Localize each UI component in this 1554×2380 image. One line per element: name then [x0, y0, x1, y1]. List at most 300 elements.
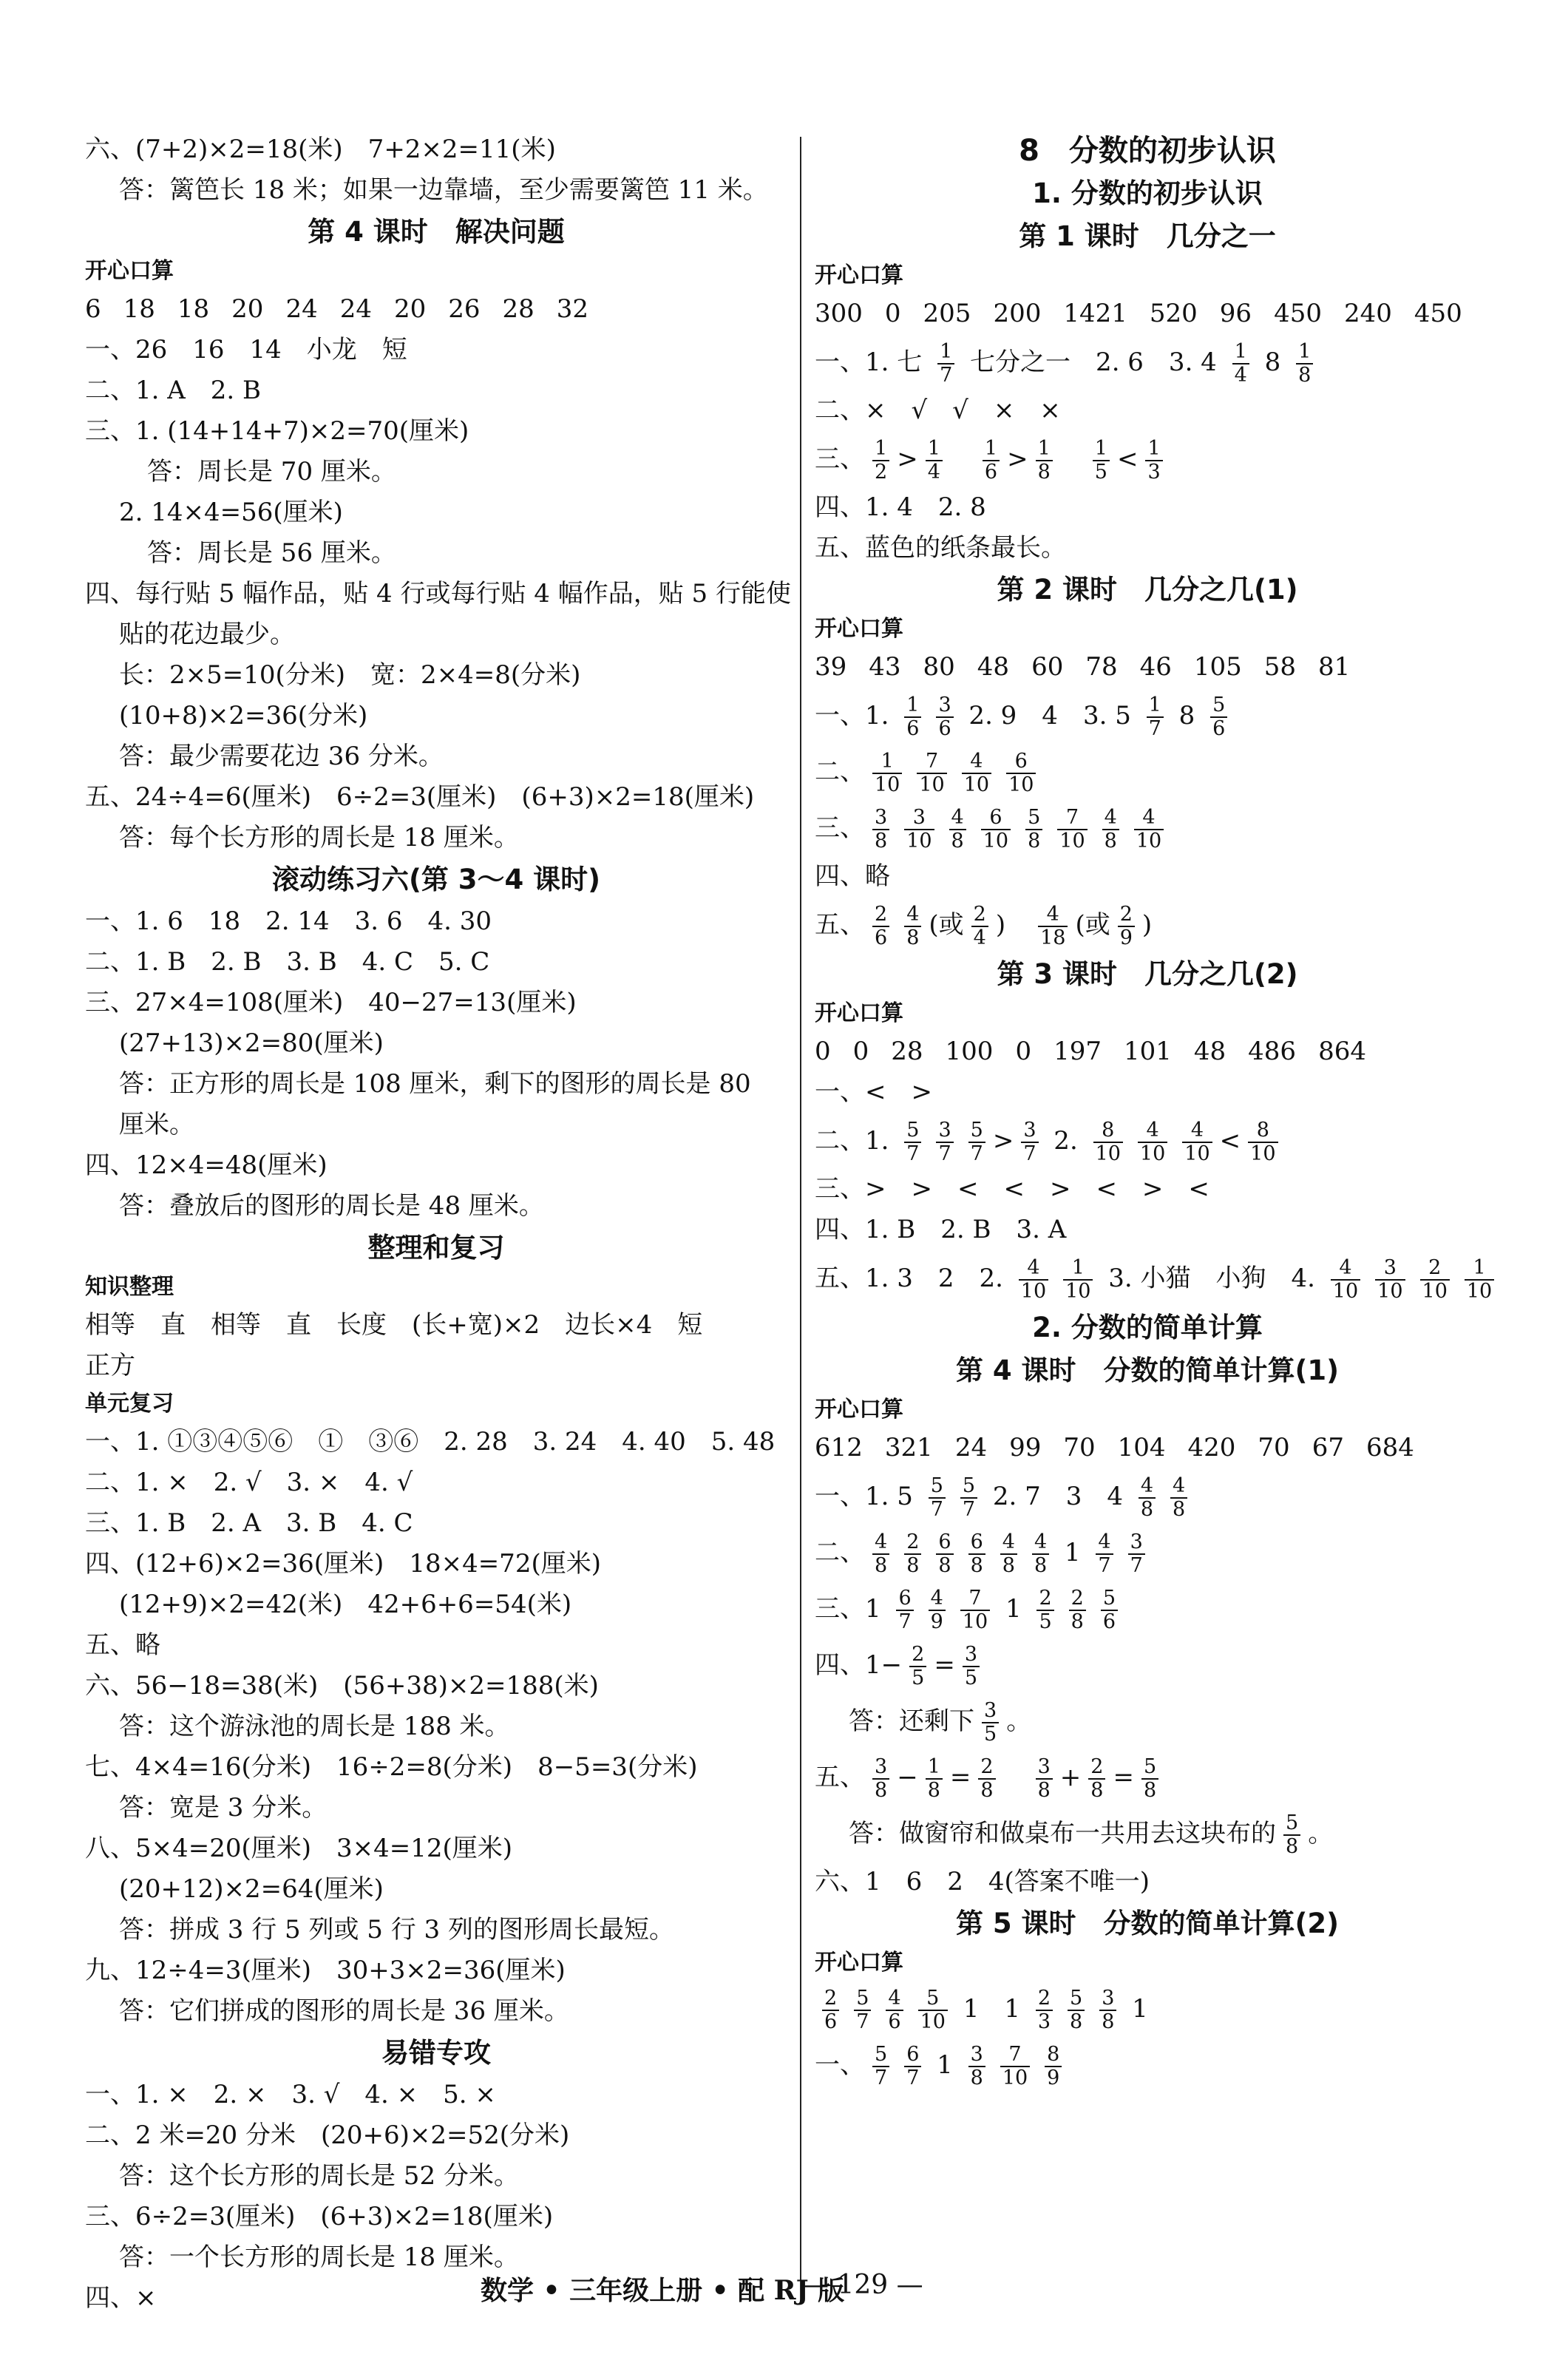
denominator: 8: [949, 829, 966, 852]
text-segment: 1 1: [954, 1994, 1028, 2024]
answer-line: 正方: [85, 1351, 135, 1380]
answer-line: 三、1. B 2. A 3. B 4. C: [85, 1508, 413, 1538]
fraction: [926, 1756, 943, 1802]
answer-value: 20: [393, 294, 427, 324]
denominator: 8: [936, 1553, 953, 1577]
fraction-answer-line: [815, 897, 1480, 953]
fraction: [1088, 1756, 1105, 1802]
numerator: 2: [1119, 903, 1133, 926]
text-segment: >: [992, 1126, 1014, 1156]
fraction: [1139, 1475, 1156, 1521]
text-segment: 2.: [1045, 1126, 1086, 1156]
answer-value: 0: [884, 299, 901, 328]
answer-line: 答：叠放后的图形的周长是 48 厘米。: [119, 1191, 544, 1221]
numerator: 7: [925, 750, 939, 773]
answer-value: 96: [1219, 299, 1252, 328]
text-segment: 一、1.: [815, 701, 898, 730]
answer-line: 答：篱笆长 18 米；如果一边靠墙，至少需要篱笆 11 米。: [119, 175, 768, 205]
answer-value: 240: [1343, 299, 1392, 328]
fraction: [1099, 1987, 1116, 2033]
denominator: 8: [1032, 1553, 1049, 1577]
fraction: [904, 694, 921, 740]
subsection-label: 开心口算: [815, 262, 903, 288]
text-segment: [950, 444, 975, 474]
numerator: 1: [1473, 1256, 1486, 1279]
answer-line: 五、略: [85, 1630, 160, 1660]
numerator: 4: [1002, 1530, 1015, 1553]
mental-math-answers: [815, 1428, 1480, 1468]
denominator: 9: [1118, 926, 1135, 949]
denominator: 10: [1182, 1142, 1212, 1165]
denominator: 8: [978, 1778, 995, 1802]
denominator: 10: [918, 2010, 948, 2033]
denominator: 10: [904, 829, 934, 852]
answer-line: 五、24÷4=6(厘米) 6÷2=3(厘米) (6+3)×2=18(厘米): [85, 782, 755, 812]
text-segment: 2. 7 3 4: [985, 1482, 1131, 1511]
answer-line: 三、27×4=108(厘米) 40−27=13(厘米): [85, 988, 577, 1017]
answer-line: 四、略: [815, 861, 890, 891]
numerator: 6: [970, 1530, 983, 1553]
answer-value: 70: [1063, 1433, 1096, 1462]
mental-math-answers: [85, 289, 787, 330]
text-segment: =: [949, 1763, 971, 1792]
answer-value: 43: [869, 652, 901, 682]
text-segment: −: [897, 1763, 918, 1792]
answer-value: 24: [285, 294, 318, 324]
numerator: 4: [1027, 1256, 1040, 1279]
answer-line: 四、(12+6)×2=36(厘米) 18×4=72(厘米): [85, 1549, 601, 1579]
fraction: [1210, 694, 1227, 740]
fraction: [936, 694, 953, 740]
answer-value: 101: [1124, 1037, 1172, 1066]
numerator: 2: [912, 1643, 925, 1666]
denominator: 8: [1000, 1553, 1017, 1577]
answer-line: 2. 14×4=56(厘米): [119, 498, 343, 527]
fraction-answer-line: [815, 431, 1480, 487]
denominator: 7: [968, 1142, 985, 1165]
answer-line: 六、1 6 2 4(答案不唯一): [815, 1867, 1150, 1896]
denominator: 8: [1025, 829, 1042, 852]
answer-value: 105: [1193, 652, 1242, 682]
answer-line: 一、26 16 14 小龙 短: [85, 335, 407, 365]
fraction: [1057, 807, 1087, 852]
answer-line: (20+12)×2=64(厘米): [119, 1874, 384, 1904]
denominator: 2: [872, 460, 889, 484]
denominator: 10: [1134, 829, 1164, 852]
denominator: 9: [929, 1610, 946, 1633]
denominator: 10: [1331, 1279, 1360, 1303]
numerator: 2: [973, 903, 986, 926]
numerator: 6: [989, 806, 1002, 829]
fraction: [872, 438, 889, 484]
fraction: [1006, 750, 1036, 796]
denominator: 10: [981, 829, 1011, 852]
answer-line: 三、6÷2=3(厘米) (6+3)×2=18(厘米): [85, 2202, 554, 2231]
answer-line: 七、4×4=16(分米) 16÷2=8(分米) 8−5=3(分米): [85, 1752, 698, 1782]
fraction: [936, 1531, 953, 1577]
text-segment: 二、: [815, 757, 865, 787]
numerator: 3: [875, 1755, 888, 1778]
denominator: 8: [926, 1778, 943, 1802]
text-segment: 二、: [815, 1538, 865, 1567]
answer-value: 300: [815, 299, 863, 328]
numerator: 3: [964, 1643, 977, 1666]
denominator: 8: [968, 2066, 985, 2089]
fraction: [1145, 438, 1162, 484]
answer-line: (27+13)×2=80(厘米): [119, 1028, 384, 1058]
text-segment: 1: [997, 1594, 1030, 1624]
fraction-answer-line: [815, 1250, 1493, 1306]
text-segment: +: [1059, 1763, 1082, 1792]
text-segment: <: [1116, 444, 1139, 474]
fraction: [1093, 1119, 1123, 1165]
denominator: 4: [926, 460, 943, 484]
denominator: 8: [1099, 2010, 1116, 2033]
subsection-label: 开心口算: [85, 258, 174, 284]
section-heading: 滚动练习六(第 3～4 课时): [271, 864, 601, 895]
fraction: [1232, 341, 1249, 387]
fraction: [1038, 903, 1068, 949]
fraction: [968, 1119, 985, 1165]
numerator: 2: [980, 1755, 994, 1778]
fraction: [978, 1756, 995, 1802]
text-segment: ): [1141, 910, 1153, 940]
answer-value: 18: [123, 294, 155, 324]
numerator: 2: [875, 903, 888, 926]
answer-value: 26: [448, 294, 481, 324]
numerator: 5: [930, 1474, 943, 1497]
subsection-label: 开心口算: [815, 1000, 903, 1026]
fraction-answer-line: [815, 688, 1480, 744]
numerator: 4: [1142, 806, 1156, 829]
answer-line: 九、12÷4=3(厘米) 30+3×2=36(厘米): [85, 1956, 566, 1985]
denominator: 10: [1006, 773, 1036, 796]
fraction: [968, 1531, 985, 1577]
numerator: 3: [1037, 1755, 1051, 1778]
page-number: — 129 —: [802, 2270, 923, 2300]
answer-line: 厘米。: [119, 1110, 194, 1139]
numerator: 4: [951, 806, 964, 829]
fraction: [960, 1475, 977, 1521]
denominator: 10: [1063, 1279, 1093, 1303]
numerator: 4: [970, 750, 983, 773]
numerator: 5: [1102, 1587, 1116, 1610]
numerator: 6: [898, 1587, 912, 1610]
denominator: 8: [1036, 460, 1053, 484]
fraction-answer-line: [815, 2037, 1480, 2093]
denominator: 4: [971, 926, 988, 949]
fraction: [904, 2044, 921, 2089]
fraction: [1375, 1257, 1405, 1303]
numerator: 2: [906, 1530, 920, 1553]
numerator: 3: [984, 1699, 997, 1722]
subsection-label: 知识整理: [85, 1274, 174, 1300]
numerator: 7: [1065, 806, 1079, 829]
denominator: 10: [1138, 1142, 1167, 1165]
section-heading: 1. 分数的初步认识: [1032, 177, 1263, 209]
numerator: 7: [968, 1587, 982, 1610]
answer-value: 58: [1263, 652, 1297, 682]
numerator: 1: [927, 437, 940, 460]
denominator: 7: [1128, 1553, 1145, 1577]
answer-line: 五、蓝色的纸条最长。: [815, 533, 1066, 563]
denominator: 3: [1145, 460, 1162, 484]
fraction: [872, 903, 889, 949]
section-heading: 易错专攻: [381, 2037, 491, 2069]
answer-line: 四、12×4=48(厘米): [85, 1150, 328, 1180]
denominator: 7: [929, 1497, 946, 1521]
denominator: 7: [1147, 716, 1164, 740]
text-segment: 答：还剩下: [849, 1706, 974, 1736]
denominator: 7: [1021, 1142, 1038, 1165]
subsection-label: 单元复习: [85, 1391, 174, 1417]
numerator: 5: [906, 1119, 920, 1142]
denominator: 10: [1375, 1279, 1405, 1303]
numerator: 4: [1146, 1119, 1159, 1142]
numerator: 4: [875, 1530, 888, 1553]
text-segment: 四、1−: [815, 1650, 903, 1680]
section-heading: 2. 分数的简单计算: [1032, 1312, 1263, 1343]
numerator: 1: [1234, 340, 1247, 363]
numerator: 1: [1147, 437, 1161, 460]
answer-line: 答：拼成 3 行 5 列或 5 行 3 列的图形周长最短。: [119, 1915, 674, 1945]
fraction: [926, 438, 943, 484]
fraction: [1063, 1257, 1093, 1303]
denominator: 7: [960, 1497, 977, 1521]
fraction: [904, 1531, 921, 1577]
answer-line: 八、5×4=20(厘米) 3×4=12(厘米): [85, 1834, 513, 1863]
fraction: [1096, 1531, 1113, 1577]
denominator: 8: [1068, 2010, 1085, 2033]
text-segment: (或: [929, 910, 964, 940]
text-segment: 。: [1308, 1819, 1334, 1848]
denominator: 5: [982, 1722, 999, 1746]
text-segment: [1060, 444, 1085, 474]
fraction: [1147, 694, 1164, 740]
fraction: [918, 1987, 948, 2033]
answer-line: 一、1. 6 18 2. 14 3. 6 4. 30: [85, 906, 492, 936]
fraction: [1000, 1531, 1017, 1577]
fraction: [1170, 1475, 1187, 1521]
answer-value: 70: [1258, 1433, 1290, 1462]
fraction-answer-line: [815, 744, 1480, 800]
fraction-answer-line: [815, 1525, 1480, 1581]
answer-line: 贴的花边最少。: [119, 620, 295, 649]
answer-line: 三、> > < < > < > <: [815, 1174, 1209, 1204]
text-segment: 三、: [815, 444, 865, 474]
answer-value: 450: [1414, 299, 1462, 328]
fraction: [982, 1700, 999, 1746]
answer-value: 39: [815, 652, 847, 682]
fraction-answer-line: [815, 1693, 1480, 1749]
denominator: 10: [1420, 1279, 1450, 1303]
fraction: [1021, 1119, 1038, 1165]
fraction-answer-line: [815, 1806, 1480, 1862]
fraction-answer-line: [815, 1637, 1480, 1693]
fraction: [936, 1119, 953, 1165]
answer-line: 一、< >: [815, 1077, 932, 1107]
answer-line: (12+9)×2=42(米) 42+6+6=54(米): [119, 1590, 572, 1619]
denominator: 8: [872, 829, 889, 852]
text-segment: 一、: [815, 2050, 865, 2080]
fraction: [904, 807, 934, 852]
fraction: [904, 903, 921, 949]
answer-line: 答：最少需要花边 36 分米。: [119, 742, 444, 771]
answer-value: 24: [339, 294, 372, 324]
section-heading: 第 4 课时 分数的简单计算(1): [955, 1355, 1340, 1386]
denominator: 8: [1283, 1834, 1300, 1858]
fraction: [960, 1587, 990, 1633]
numerator: 6: [1014, 750, 1028, 773]
numerator: 6: [906, 2043, 920, 2066]
answer-line: 四、1. 4 2. 8: [815, 492, 986, 522]
fraction: [1036, 1987, 1053, 2033]
numerator: 2: [1037, 1987, 1051, 2010]
column-divider: [800, 137, 801, 2281]
text-segment: 1: [929, 2050, 961, 2080]
fraction: [1296, 341, 1313, 387]
numerator: 2: [1090, 1755, 1104, 1778]
answer-line: 长：2×5=10(分米) 宽：2×4=8(分米): [119, 660, 581, 690]
numerator: 3: [912, 806, 926, 829]
fraction: [1000, 2044, 1030, 2089]
section-heading: 整理和复习: [367, 1232, 505, 1264]
numerator: 5: [1286, 1811, 1299, 1834]
numerator: 2: [1039, 1587, 1052, 1610]
fraction: [904, 1119, 921, 1165]
numerator: 4: [930, 1587, 943, 1610]
answer-value: 24: [954, 1433, 988, 1462]
section-heading: 8 分数的初步认识: [1019, 134, 1276, 168]
denominator: 7: [872, 2066, 889, 2089]
denominator: 6: [886, 2010, 903, 2033]
denominator: 7: [854, 2010, 871, 2033]
answer-value: 450: [1274, 299, 1322, 328]
denominator: 6: [822, 2010, 839, 2033]
answer-line: 答：这个长方形的周长是 52 分米。: [119, 2161, 519, 2191]
fraction: [1036, 1587, 1053, 1633]
fraction: [1019, 1257, 1048, 1303]
denominator: 7: [896, 1610, 913, 1633]
section-heading: 第 5 课时 分数的简单计算(2): [955, 1908, 1340, 1939]
text-segment: <: [1219, 1126, 1241, 1156]
fraction: [854, 1987, 871, 2033]
numerator: 3: [1383, 1256, 1397, 1279]
denominator: 6: [1101, 1610, 1118, 1633]
section-heading: 第 3 课时 几分之几(2): [997, 958, 1298, 990]
answer-line: 答：宽是 3 分米。: [119, 1793, 328, 1823]
mental-math-answers: [815, 647, 1480, 688]
denominator: 7: [937, 363, 954, 387]
numerator: 5: [962, 1474, 976, 1497]
denominator: 5: [1093, 460, 1110, 484]
denominator: 8: [904, 926, 921, 949]
answer-value: 81: [1318, 652, 1351, 682]
numerator: 1: [1298, 340, 1312, 363]
numerator: 8: [1047, 2043, 1060, 2066]
subsection-label: 开心口算: [815, 1397, 903, 1423]
answer-line: 答：周长是 56 厘米。: [147, 538, 396, 568]
text-segment: (或: [1075, 910, 1110, 940]
fraction: [949, 807, 966, 852]
text-segment: 二、1.: [815, 1126, 898, 1156]
numerator: 7: [1008, 2043, 1022, 2066]
denominator: 10: [960, 1610, 990, 1633]
text-segment: 。: [1006, 1706, 1032, 1736]
answer-value: 0: [1015, 1037, 1032, 1066]
answer-value: 0: [815, 1037, 831, 1066]
numerator: 2: [1071, 1587, 1084, 1610]
fraction: [1248, 1119, 1278, 1165]
text-segment: 五、: [815, 1763, 865, 1792]
answer-line: 一、1. × 2. × 3. √ 4. × 5. ×: [85, 2080, 496, 2109]
text-segment: 8: [1170, 701, 1204, 730]
fraction-answer-line: [815, 800, 1480, 856]
answer-line: 六、(7+2)×2=18(米) 7+2×2=11(米): [85, 135, 556, 164]
answer-value: 197: [1053, 1037, 1102, 1066]
answer-line: 二、1. A 2. B: [85, 376, 262, 405]
answer-value: 520: [1149, 299, 1198, 328]
text-segment: >: [1007, 444, 1028, 474]
answer-value: 32: [556, 294, 589, 324]
fraction: [929, 1587, 946, 1633]
answer-value: 205: [923, 299, 971, 328]
answer-value: 48: [1193, 1037, 1226, 1066]
text-segment: 一、1. 七: [815, 347, 931, 377]
answer-line: 六、56−18=38(米) (56+38)×2=188(米): [85, 1671, 599, 1701]
answer-value: 6: [85, 294, 101, 324]
numerator: 5: [1028, 806, 1041, 829]
numerator: 4: [1339, 1256, 1352, 1279]
mental-math-answers: [815, 1031, 1480, 1072]
denominator: 18: [1038, 926, 1068, 949]
denominator: 5: [909, 1666, 926, 1689]
numerator: 3: [1130, 1530, 1143, 1553]
denominator: 10: [962, 773, 991, 796]
numerator: 1: [906, 694, 920, 716]
numerator: 1: [881, 750, 894, 773]
numerator: 1: [940, 340, 953, 363]
numerator: 1: [1148, 694, 1161, 716]
answer-value: 46: [1139, 652, 1172, 682]
answer-line: 答：它们拼成的图形的周长是 36 厘米。: [119, 1996, 569, 2026]
numerator: 1: [927, 1755, 940, 1778]
denominator: 6: [983, 460, 1000, 484]
denominator: 8: [1170, 1497, 1187, 1521]
denominator: 4: [1232, 363, 1249, 387]
answer-line: 相等 直 相等 直 长度 (长+宽)×2 边长×4 短: [85, 1310, 703, 1340]
answer-value: 420: [1187, 1433, 1236, 1462]
answer-value: 80: [923, 652, 955, 682]
numerator: 4: [1173, 1474, 1186, 1497]
denominator: 6: [904, 716, 921, 740]
denominator: 7: [1096, 1553, 1113, 1577]
answer-line: 二、1. × 2. √ 3. × 4. √: [85, 1468, 413, 1497]
answer-line: 答：周长是 70 厘米。: [147, 457, 396, 486]
numerator: 1: [1071, 1256, 1085, 1279]
answer-line: 三、1. (14+14+7)×2=70(厘米): [85, 416, 469, 446]
numerator: 3: [1102, 1987, 1115, 2010]
denominator: 10: [1019, 1279, 1048, 1303]
text-segment: 答：做窗帘和做桌布一共用去这块布的: [849, 1819, 1276, 1848]
denominator: 8: [904, 1553, 921, 1577]
fraction-answer-line: [815, 1581, 1480, 1637]
denominator: 8: [872, 1778, 889, 1802]
numerator: 5: [926, 1987, 940, 2010]
fraction: [971, 903, 988, 949]
answer-line: 二、2 米=20 分米 (20+6)×2=52(分米): [85, 2120, 570, 2150]
numerator: 4: [1140, 1474, 1154, 1497]
